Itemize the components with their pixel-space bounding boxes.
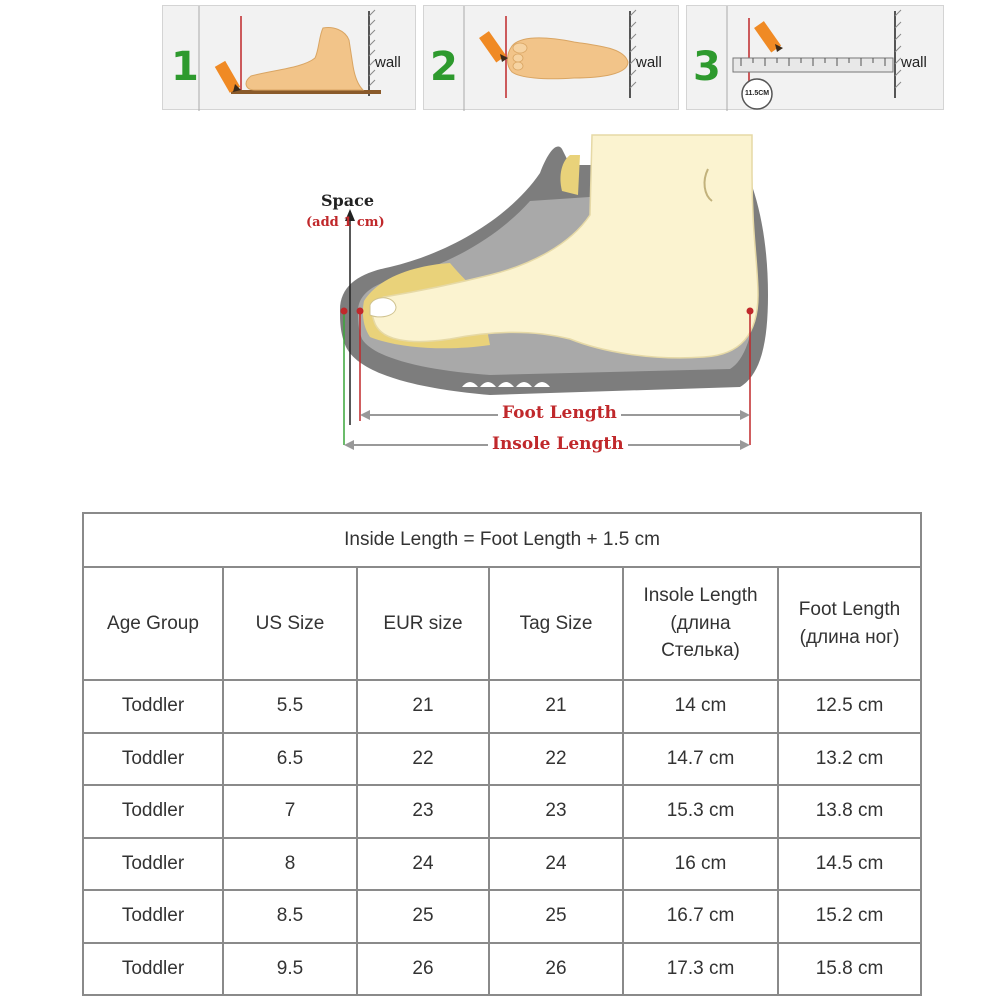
cell-eur-size: 22 — [357, 733, 489, 786]
table-row — [83, 733, 921, 786]
step-number: 1 — [171, 44, 199, 90]
foot-length-label: Foot Length — [498, 403, 621, 423]
cell-eur-size: 25 — [357, 890, 489, 943]
cell-insole-length: 14.7 cm — [623, 733, 778, 786]
cell-tag-size: 22 — [489, 733, 623, 786]
header-insole-length-label: Insole Length — [643, 585, 758, 607]
cell-tag-size: 24 — [489, 838, 623, 891]
cell-foot-length: 14.5 cm — [778, 838, 921, 891]
cell-insole-length: 14 cm — [623, 680, 778, 733]
cell-age-group: Toddler — [83, 943, 223, 996]
header-eur-size: EUR size — [357, 567, 489, 680]
cell-tag-size: 26 — [489, 943, 623, 996]
cell-age-group: Toddler — [83, 785, 223, 838]
cell-us-size: 8.5 — [223, 890, 357, 943]
pencil-icon — [754, 21, 783, 52]
cell-eur-size: 23 — [357, 785, 489, 838]
header-age-group: Age Group — [83, 567, 223, 680]
header-foot-length-label: Foot Length — [798, 598, 901, 620]
cell-foot-length: 13.8 cm — [778, 785, 921, 838]
cell-us-size: 9.5 — [223, 943, 357, 996]
cell-us-size: 7 — [223, 785, 357, 838]
ruler-reading: 11.5CM — [745, 90, 770, 97]
header-tag-size: Tag Size — [489, 567, 623, 680]
space-label: Space — [321, 191, 375, 210]
space-note: (add 1 cm) — [306, 215, 385, 230]
cell-us-size: 6.5 — [223, 733, 357, 786]
cell-tag-size: 23 — [489, 785, 623, 838]
step-3-panel — [686, 5, 944, 110]
table-row — [83, 943, 921, 996]
wall-label: wall — [636, 54, 662, 71]
step-number: 3 — [693, 44, 721, 90]
step-number: 2 — [430, 44, 458, 90]
cell-insole-length: 15.3 cm — [623, 785, 778, 838]
step-1-panel — [162, 5, 416, 110]
table-row — [83, 785, 921, 838]
header-insole-length-ru-1: (длина — [670, 612, 731, 634]
insole-length-label: Insole Length — [488, 434, 628, 454]
cell-us-size: 8 — [223, 838, 357, 891]
cell-tag-size: 21 — [489, 680, 623, 733]
cell-us-size: 5.5 — [223, 680, 357, 733]
cell-insole-length: 17.3 cm — [623, 943, 778, 996]
step-2-panel — [423, 5, 679, 110]
header-insole-length-ru-2: Стелька) — [661, 640, 740, 662]
table-formula: Inside Length = Foot Length + 1.5 cm — [83, 513, 921, 567]
cell-age-group: Toddler — [83, 680, 223, 733]
size-chart-table — [82, 512, 922, 996]
pencil-icon — [479, 31, 508, 62]
cell-foot-length: 15.8 cm — [778, 943, 921, 996]
ruler-icon — [733, 58, 893, 72]
wall-label: wall — [375, 54, 401, 71]
cell-insole-length: 16.7 cm — [623, 890, 778, 943]
table-row — [83, 890, 921, 943]
cell-eur-size: 26 — [357, 943, 489, 996]
header-insole-length — [623, 567, 778, 680]
cell-eur-size: 24 — [357, 838, 489, 891]
cell-insole-length: 16 cm — [623, 838, 778, 891]
cell-age-group: Toddler — [83, 890, 223, 943]
header-foot-length-ru: (длина ног) — [799, 626, 900, 648]
cell-tag-size: 25 — [489, 890, 623, 943]
header-foot-length — [778, 567, 921, 680]
table-row — [83, 838, 921, 891]
cell-age-group: Toddler — [83, 838, 223, 891]
pencil-icon — [215, 61, 241, 93]
table-row — [83, 680, 921, 733]
wall-label: wall — [901, 54, 927, 71]
cell-foot-length: 12.5 cm — [778, 680, 921, 733]
header-us-size: US Size — [223, 567, 357, 680]
cell-eur-size: 21 — [357, 680, 489, 733]
cell-age-group: Toddler — [83, 733, 223, 786]
cell-foot-length: 13.2 cm — [778, 733, 921, 786]
cell-foot-length: 15.2 cm — [778, 890, 921, 943]
